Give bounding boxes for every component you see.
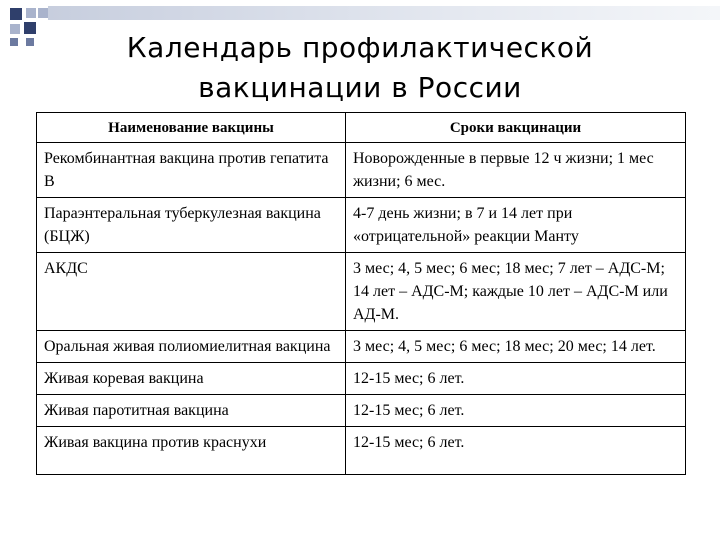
table-header-row [37,113,686,143]
square-icon [10,8,22,20]
schedule-cell: 4-7 день жизни; в 7 и 14 лет при «отрицательной» реакции Манту [346,198,686,253]
vaccine-name-cell: Параэнтеральная туберкулезная вакцина (БЦЖ) [37,198,346,253]
title-line-2: вакцинации в России [198,71,522,104]
schedule-cell: Новорожденные в первые 12 ч жизни; 1 мес жизни; 6 мес. [346,143,686,198]
slide-title [80,28,640,108]
vaccine-name-cell: АКДС [37,253,346,331]
table-row [37,363,686,395]
square-icon [10,24,20,34]
schedule-cell: 12-15 мес; 6 лет. [346,363,686,395]
decorative-squares [0,0,48,48]
title-line-1: Календарь профилактической [126,31,594,64]
table-row [37,395,686,427]
schedule-cell: 12-15 мес; 6 лет. [346,395,686,427]
schedule-cell: 12-15 мес; 6 лет. [346,427,686,475]
vaccine-name-cell: Живая паротитная вакцина [37,395,346,427]
table-row [37,143,686,198]
vaccine-name-cell: Живая коревая вакцина [37,363,346,395]
vaccine-name-cell: Рекомбинантная вакцина против гепатита В [37,143,346,198]
table-row [37,331,686,363]
table-row [37,253,686,331]
schedule-cell: 3 мес; 4, 5 мес; 6 мес; 18 мес; 20 мес; 14 лет. [346,331,686,363]
square-icon [10,38,18,46]
column-header-schedule: Сроки вакцинации [346,113,686,143]
vaccination-table [36,112,686,475]
vaccine-name-cell: Живая вакцина против краснухи [37,427,346,475]
decorative-top-bar [48,6,720,20]
square-icon [38,8,48,18]
column-header-vaccine: Наименование вакцины [37,113,346,143]
table-row [37,198,686,253]
table-row [37,427,686,475]
schedule-cell: 3 мес; 4, 5 мес; 6 мес; 18 мес; 7 лет – АДС-М; 14 лет – АДС-М; каждые 10 лет – АДС-М или АД-М. [346,253,686,331]
square-icon [26,38,34,46]
square-icon [26,8,36,18]
vaccine-name-cell: Оральная живая полиомиелитная вакцина [37,331,346,363]
square-icon [24,22,36,34]
